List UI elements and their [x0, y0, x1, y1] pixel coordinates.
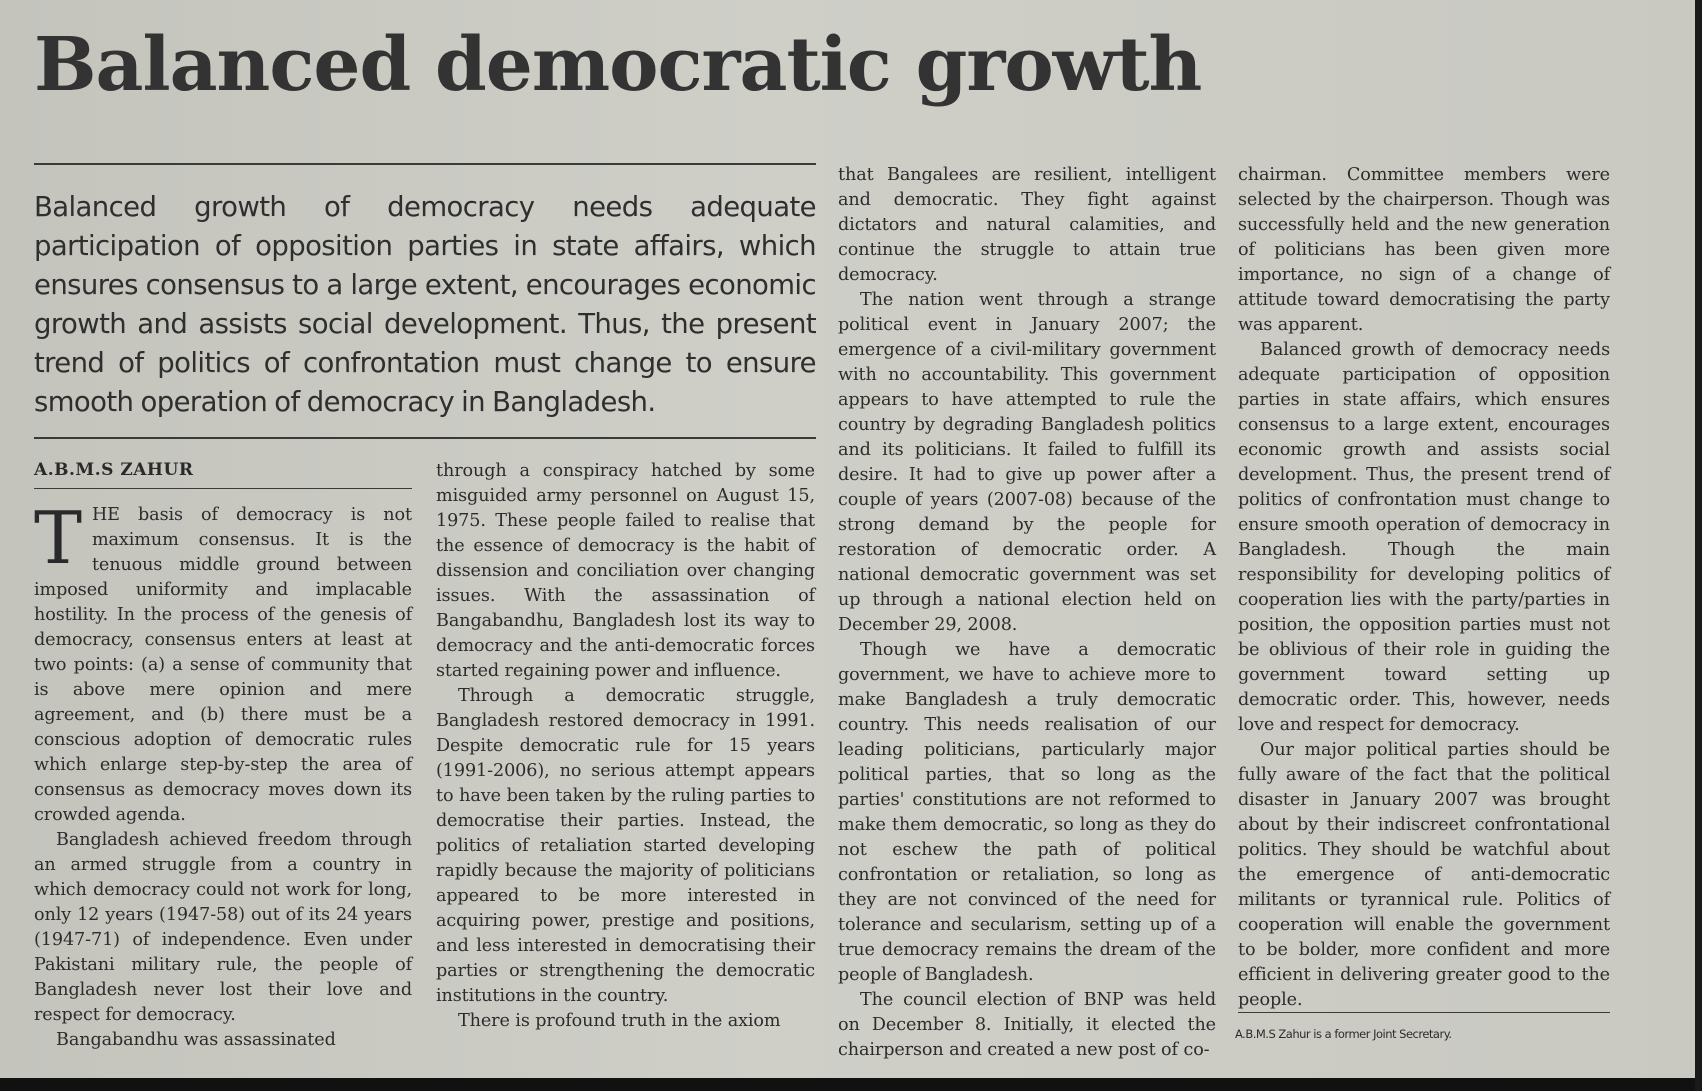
byline-rule	[34, 488, 412, 489]
column-2-paragraph-3: There is profound truth in the axiom	[458, 1011, 781, 1031]
bottom-scan-edge	[0, 1078, 1702, 1091]
column-3-paragraph-4: The council election of BNP was held on December 8. Initially, it elected the chairperson and created a new post of co-	[838, 990, 1216, 1060]
column-4-paragraph-1: chairman. Committee members were selected by the chairperson. Though was successfully held and the new generation of politicians has been given more importance, no sign of a change of attitude toward democratising the party was apparent.	[1238, 165, 1610, 335]
column-1	[34, 496, 412, 1053]
drop-cap: T	[34, 496, 82, 580]
column-4-paragraph-2: Balanced growth of democracy needs adequate participation of opposition parties in state affairs, which ensures consensus to a large extent, encourages economic growth and assists social development. Thus, the present trend of politics of confrontation must change to ensure smooth operation of democracy in Bangladesh. Though the main responsibility for developing politics of cooperation lies with the party/parties in position, the opposition parties must not be oblivious of their role in guiding the government toward setting up democratic order. This, however, needs love and respect for democracy.	[1238, 340, 1610, 735]
column-3	[838, 163, 1216, 1063]
column-3-paragraph-3: Though we have a democratic government, we have to achieve more to make Bangladesh a truly democratic country. This needs realisation of our leading politicians, particularly major political parties, that so long as the parties' constitutions are not reformed to make them democratic, so long as they do not eschew the path of political confrontation or retaliation, so long as they are not convinced of the need for tolerance and secularism, setting up of a true democracy remains the dream of the people of Bangladesh.	[838, 640, 1216, 985]
column-4-paragraph-3: Our major political parties should be fully aware of the fact that the political disaster in January 2007 was brought about by their indiscreet confrontational politics. They should be watchful about the emergence of anti-democratic militants or tyrannical rule. Politics of cooperation will enable the government to be bolder, more confident and more efficient in delivering greater good to the people.	[1238, 740, 1610, 1010]
standfirst-top-rule	[34, 163, 816, 165]
author-footnote: A.B.M.S Zahur is a former Joint Secretary.	[1235, 1027, 1452, 1041]
standfirst-bottom-rule	[34, 437, 816, 439]
headline: Balanced democratic growth	[34, 22, 1202, 108]
column-4	[1238, 163, 1610, 1013]
column-1-paragraph-3: Bangabandhu was assassinated	[56, 1030, 336, 1050]
footnote-rule	[1238, 1012, 1610, 1013]
column-2-paragraph-1: through a conspiracy hatched by some misguided army personnel on August 15, 1975. These people failed to realise that the essence of democracy is the habit of dissension and conciliation over changing issues. With the assassination of Bangabandhu, Bangladesh lost its way to democracy and the anti-democratic forces started regaining power and influence.	[436, 461, 815, 681]
column-2	[436, 459, 815, 1034]
standfirst: Balanced growth of democracy needs adequate participation of opposition parties in state affairs, which ensures consensus to a large extent, encourages economic growth and assists social development. Thus, the present trend of politics of confrontation must change to ensure smooth operation of democracy in Bangladesh.	[34, 191, 816, 418]
byline: A.B.M.S ZAHUR	[34, 460, 194, 480]
column-2-paragraph-2: Through a democratic struggle, Bangladesh restored democracy in 1991. Despite democratic rule for 15 years (1991-2006), no serious attempt appears to have been taken by the ruling parties to democratise their parties. Instead, the politics of retaliation started developing rapidly because the majority of politicians appeared to be more interested in acquiring power, prestige and positions, and less interested in democratising their parties or strengthening the democratic institutions in the country.	[436, 686, 815, 1006]
column-1-paragraph-1: THE basis of democracy is not maximum consensus. It is the tenuous middle ground between imposed uniformity and implacable hostility. In the process of the genesis of democracy, consensus enters at least at two points: (a) a sense of community that is above mere opinion and mere agreement, and (b) there must be a conscious adoption of democratic rules which enlarge step-by-step the area of consensus as democracy moves down its crowded agenda.	[34, 496, 412, 825]
column-3-paragraph-2: The nation went through a strange political event in January 2007; the emergence of a civil-military government with no accountability. This government appears to have attempted to rule the country by degrading Bangladesh politics and its politicians. It failed to fulfill its desire. It had to give up power after a couple of years (2007-08) because of the strong demand by the people for restoration of democratic order. A national democratic government was set up through a national election held on December 29, 2008.	[838, 290, 1216, 635]
right-scan-edge	[1695, 0, 1702, 1091]
column-3-paragraph-1: that Bangalees are resilient, intelligent and democratic. They fight against dictators and natural calamities, and continue the struggle to attain true democracy.	[838, 165, 1216, 285]
column-1-paragraph-2: Bangladesh achieved freedom through an armed struggle from a country in which democracy could not work for long, only 12 years (1947-58) out of its 24 years (1947-71) of independence. Even under Pakistani military rule, the people of Bangladesh never lost their love and respect for democracy.	[34, 830, 412, 1025]
